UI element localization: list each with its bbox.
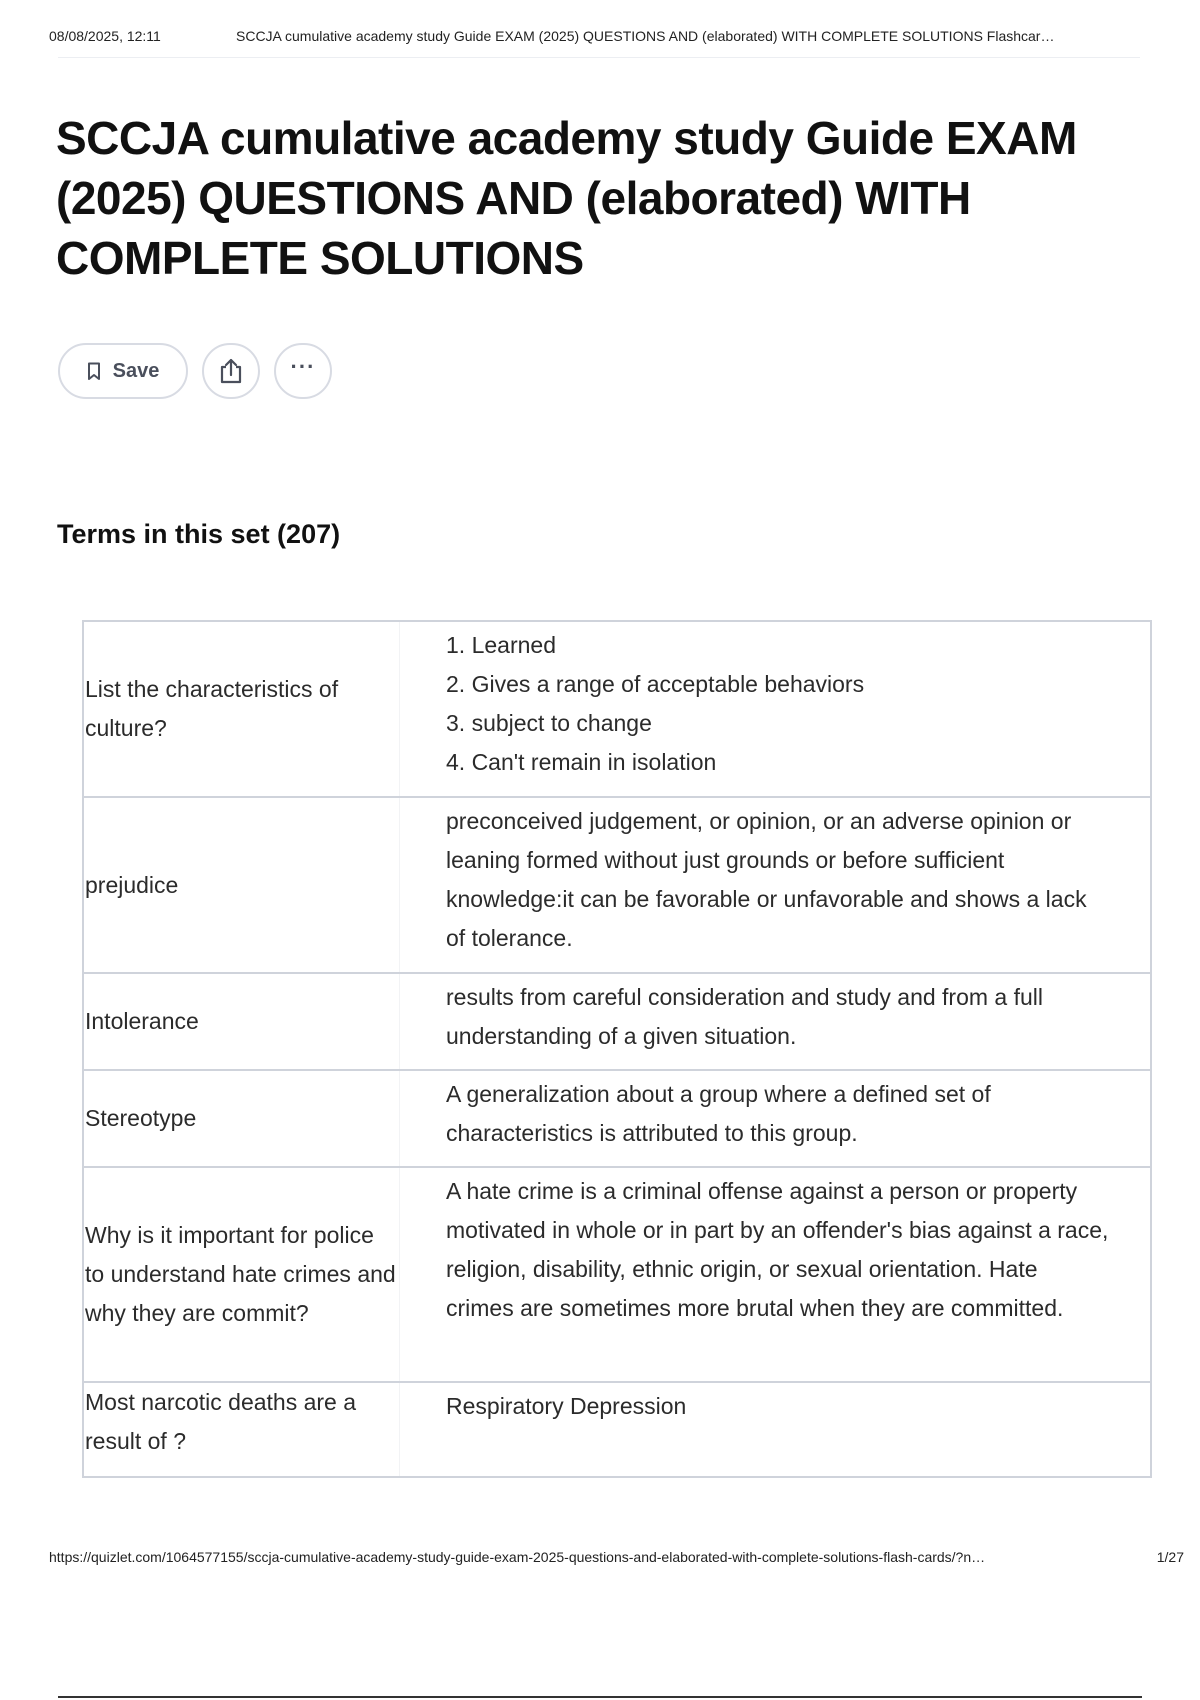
definition-text: A generalization about a group where a defined set of characteristics is attributed to this group. <box>446 1081 991 1146</box>
bottom-divider <box>58 1696 1142 1698</box>
term-row <box>82 1069 1152 1168</box>
term-text: List the characteristics of culture? <box>84 622 400 796</box>
share-button[interactable] <box>202 343 260 399</box>
definition-text: preconceived judgement, or opinion, or an adverse opinion or leaning formed without just grounds or before sufficient knowledge:it can be favorable or unfavorable and shows a lack of tolerance. <box>446 808 1087 951</box>
term-row <box>82 620 1152 798</box>
term-text: prejudice <box>84 798 400 972</box>
print-date: 08/08/2025, 12:11 <box>49 28 161 44</box>
bookmark-icon <box>87 362 101 381</box>
definition-text: Respiratory Depression <box>446 1393 687 1419</box>
term-text: Stereotype <box>84 1071 400 1166</box>
term-row <box>82 1381 1152 1478</box>
term-row <box>82 1166 1152 1383</box>
more-options-button[interactable] <box>274 343 332 399</box>
definition-text: results from careful consideration and study and from a full understanding of a given situation. <box>446 984 1044 1049</box>
print-doc-title: SCCJA cumulative academy study Guide EXAM (2025) QUESTIONS AND (elaborated) WITH COMPLETE SOLUTIONS Flashcar… <box>236 28 1055 44</box>
term-text: Intolerance <box>84 974 400 1069</box>
print-url: https://quizlet.com/1064577155/sccja-cumulative-academy-study-guide-exam-2025-questions-and-elaborated-with-complete-solutions-flash-cards/?n… <box>49 1549 986 1565</box>
page-title: SCCJA cumulative academy study Guide EXAM (2025) QUESTIONS AND (elaborated) WITH COMPLETE SOLUTIONS <box>56 112 1077 284</box>
save-button[interactable] <box>58 343 188 399</box>
terms-heading: Terms in this set (207) <box>57 519 341 549</box>
header-divider <box>58 57 1140 58</box>
more-options-icon: ··· <box>290 354 316 379</box>
term-text: Most narcotic deaths are a result of ? <box>84 1383 400 1476</box>
page-indicator: 1/27 <box>1156 1549 1184 1565</box>
save-label: Save <box>112 359 160 382</box>
share-icon <box>218 357 244 385</box>
term-row <box>82 796 1152 974</box>
terms-table <box>82 620 1152 1478</box>
term-text: Why is it important for police to understand hate crimes and why they are commit? <box>84 1168 400 1381</box>
definition-text: 1. Learned 2. Gives a range of acceptable behaviors 3. subject to change 4. Can't remain in isolation <box>446 632 865 775</box>
definition-text: A hate crime is a criminal offense against a person or property motivated in whole or in part by an offender's bias against a race, religion, disability, ethnic origin, or sexual orientation. Hate crimes are sometimes more brutal when they are committed. <box>446 1178 1109 1321</box>
term-row <box>82 972 1152 1071</box>
